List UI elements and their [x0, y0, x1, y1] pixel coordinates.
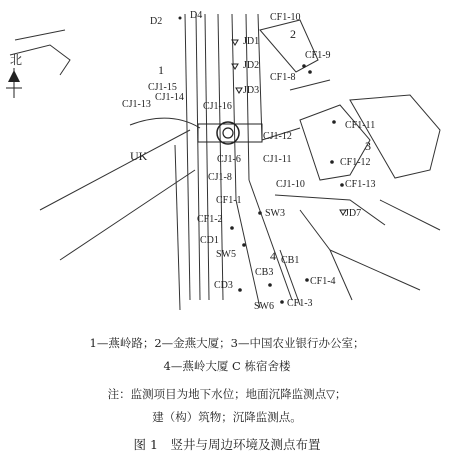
area-label-1: 1 — [158, 63, 164, 77]
north-label: 北 — [10, 53, 23, 67]
point-label: JD3 — [243, 85, 260, 96]
point-label: SW3 — [265, 208, 285, 219]
point-label: CF1-3 — [287, 298, 313, 309]
point-label: D2 — [150, 16, 163, 27]
point-label: CB3 — [255, 267, 274, 278]
point-label: CF1-9 — [305, 50, 331, 61]
point-label: CF1-4 — [310, 276, 336, 287]
point-label: CJ1-6 — [217, 154, 241, 165]
point-label: SW6 — [254, 301, 274, 312]
point-label: CJ1-12 — [263, 131, 292, 142]
point-label: CF1-8 — [270, 72, 296, 83]
point-label: CF1-2 — [197, 214, 223, 225]
point-label: CF1-1 — [216, 195, 242, 206]
point-label: JD7 — [345, 208, 362, 219]
point-label: CJ1-14 — [155, 92, 184, 103]
point-label: JD1 — [243, 36, 260, 47]
north-arrow — [6, 53, 22, 98]
area-label-uk: UK — [130, 149, 148, 163]
point-label: CB1 — [281, 255, 300, 266]
point-label: CJ1-13 — [122, 99, 151, 110]
point-label: CF1-13 — [345, 179, 376, 190]
point-label: CJ1-15 — [148, 82, 177, 93]
area-label-3: 3 — [365, 139, 371, 153]
area-label-4: 4 — [270, 249, 276, 263]
note-line-1: 注：监测项目为地下水位；地面沉降监测点▽； — [107, 387, 347, 401]
figure-title: 图 1 竖井与周边环境及测点布置 — [133, 437, 321, 452]
point-label: CF1-12 — [340, 157, 371, 168]
point-label: CD1 — [200, 235, 219, 246]
legend-line-2: 4—燕岭大厦 C 栋宿舍楼 — [163, 359, 291, 373]
shaft — [198, 122, 262, 144]
point-label: CJ1-8 — [208, 172, 232, 183]
point-label: CJ1-16 — [203, 101, 232, 112]
point-label: CF1-11 — [345, 120, 376, 131]
legend-line-1: 1—燕岭路；2—金燕大厦；3—中国农业银行办公室； — [89, 336, 365, 350]
point-label: JD2 — [243, 60, 260, 71]
point-label: CD3 — [214, 280, 233, 291]
note-line-2: 建（构）筑物；沉降监测点。 — [152, 410, 302, 424]
point-label: SW5 — [216, 249, 236, 260]
point-label: D4 — [190, 10, 203, 21]
area-label-2: 2 — [290, 27, 296, 41]
point-label: CF1-10 — [270, 12, 301, 23]
point-label: CJ1-10 — [276, 179, 305, 190]
point-label: CJ1-11 — [263, 154, 292, 165]
